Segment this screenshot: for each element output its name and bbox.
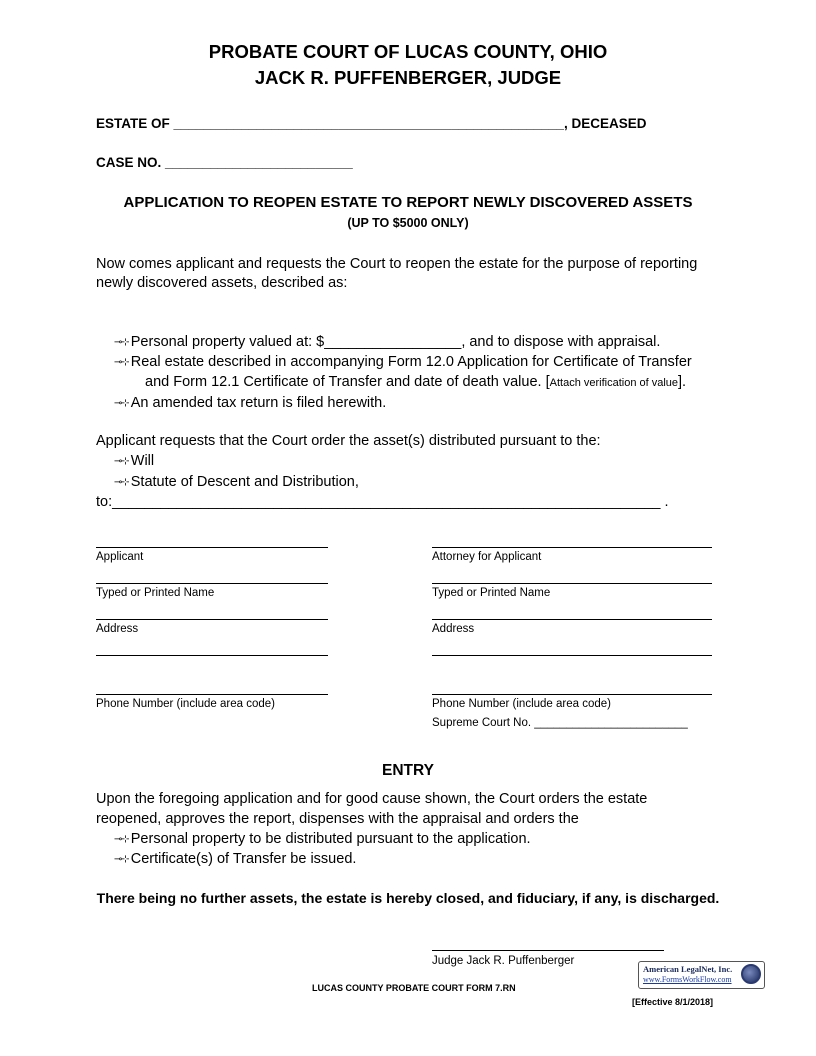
supreme-court-field[interactable]: ________________________	[534, 717, 688, 729]
attorney-address-line-2[interactable]	[432, 655, 712, 656]
effective-date: [Effective 8/1/2018]	[632, 997, 714, 1007]
to-label: to:	[96, 494, 113, 510]
personal-property-label: Personal property valued at: $	[130, 334, 325, 350]
option-will	[114, 453, 154, 469]
form-number: LUCAS COUNTY PROBATE COURT FORM 7.RN	[312, 983, 516, 993]
logo-company-name: American LegalNet, Inc.	[643, 964, 733, 974]
personal-property-tail: , and to dispose with appraisal.	[461, 334, 661, 350]
will-label: Will	[130, 453, 155, 469]
checkbox-icon[interactable]: ⊸⊹	[114, 477, 129, 488]
supreme-court-line	[432, 717, 688, 729]
applicant-phone-label: Phone Number (include area code)	[96, 698, 275, 710]
case-label: CASE NO.	[96, 155, 162, 170]
logo-seal-icon	[741, 964, 761, 984]
statute-label: Statute of Descent and Distribution,	[130, 474, 359, 490]
intro-line-2: newly discovered assets, described as:	[96, 275, 348, 291]
judge-title: JACK R. PUFFENBERGER, JUDGE	[254, 67, 562, 88]
applicant-address-line-2[interactable]	[96, 655, 328, 656]
case-line	[96, 155, 353, 170]
real-estate-end: ].	[678, 374, 687, 390]
option-tax-return	[114, 395, 386, 411]
attorney-signature-line[interactable]	[432, 547, 712, 548]
entry-option-personal	[114, 831, 531, 847]
option-statute	[114, 474, 359, 490]
real-estate-label: Real estate described in accompanying Form 12.0 Application for Certificate of Transfer	[130, 354, 692, 370]
real-estate-label-2: and Form 12.1 Certificate of Transfer and date of death value. [	[145, 374, 550, 390]
checkbox-icon[interactable]: ⊸⊹	[114, 398, 129, 409]
applicant-address-line[interactable]	[96, 619, 328, 620]
entry-option-certificate	[114, 851, 356, 867]
court-title: PROBATE COURT OF LUCAS COUNTY, OHIO	[208, 41, 608, 62]
american-legalnet-logo[interactable]	[638, 961, 765, 989]
intro-line-1: Now comes applicant and requests the Court to reopen the estate for the purpose of reporting	[96, 256, 698, 272]
entry-heading: ENTRY	[382, 762, 434, 779]
case-number-field[interactable]: _________________________	[165, 155, 353, 170]
estate-name-field[interactable]: ____________________________________________________	[173, 116, 564, 131]
distribute-to-line	[96, 494, 669, 510]
judge-signature-line[interactable]	[432, 950, 664, 951]
applicant-address-label: Address	[96, 623, 139, 635]
attorney-name-line[interactable]	[432, 583, 712, 584]
form-title: APPLICATION TO REOPEN ESTATE TO REPORT NEWLY DISCOVERED ASSETS	[123, 194, 693, 211]
checkbox-icon[interactable]: ⊸⊹	[114, 854, 129, 865]
personal-property-value-field[interactable]: _________________	[324, 334, 462, 350]
option-real-estate-cont	[145, 374, 686, 390]
checkbox-icon[interactable]: ⊸⊹	[114, 834, 129, 845]
checkbox-icon[interactable]: ⊸⊹	[114, 456, 129, 467]
attorney-phone-label: Phone Number (include area code)	[432, 698, 611, 710]
entry-certificate-label: Certificate(s) of Transfer be issued.	[130, 851, 357, 867]
applicant-label: Applicant	[96, 551, 144, 563]
applicant-signature-line[interactable]	[96, 547, 328, 548]
applicant-name-label: Typed or Printed Name	[96, 587, 215, 599]
distribution-intro: Applicant requests that the Court order the asset(s) distributed pursuant to the:	[96, 433, 601, 449]
attorney-address-label: Address	[432, 623, 475, 635]
attorney-name-label: Typed or Printed Name	[432, 587, 551, 599]
attorney-phone-line[interactable]	[432, 694, 712, 695]
deceased-label: , DECEASED	[563, 116, 647, 131]
attorney-address-line[interactable]	[432, 619, 712, 620]
checkbox-icon[interactable]: ⊸⊹	[114, 337, 129, 348]
logo-website[interactable]: www.FormsWorkFlow.com	[643, 975, 732, 984]
attach-note: Attach verification of value	[549, 377, 679, 389]
checkbox-icon[interactable]: ⊸⊹	[114, 357, 129, 368]
judge-signature-label: Judge Jack R. Puffenberger	[432, 955, 575, 967]
supreme-court-label: Supreme Court No.	[432, 717, 532, 729]
distribute-to-field[interactable]: ____________________________________________________________________ .	[112, 494, 669, 510]
attorney-label: Attorney for Applicant	[432, 551, 542, 563]
option-personal-property	[114, 334, 660, 350]
closing-statement: There being no further assets, the estate is hereby closed, and fiduciary, if any, is discharged.	[96, 890, 720, 906]
estate-label: ESTATE OF	[96, 116, 170, 131]
applicant-phone-line[interactable]	[96, 694, 328, 695]
form-subtitle: (UP TO $5000 ONLY)	[347, 216, 469, 230]
entry-line-1: Upon the foregoing application and for good cause shown, the Court orders the estate	[96, 791, 648, 807]
tax-return-label: An amended tax return is filed herewith.	[130, 395, 387, 411]
applicant-name-line[interactable]	[96, 583, 328, 584]
option-real-estate	[114, 354, 692, 370]
entry-line-2: reopened, approves the report, dispenses with the appraisal and orders the	[96, 811, 579, 827]
entry-personal-label: Personal property to be distributed pursuant to the application.	[130, 831, 531, 847]
estate-line	[96, 116, 646, 131]
